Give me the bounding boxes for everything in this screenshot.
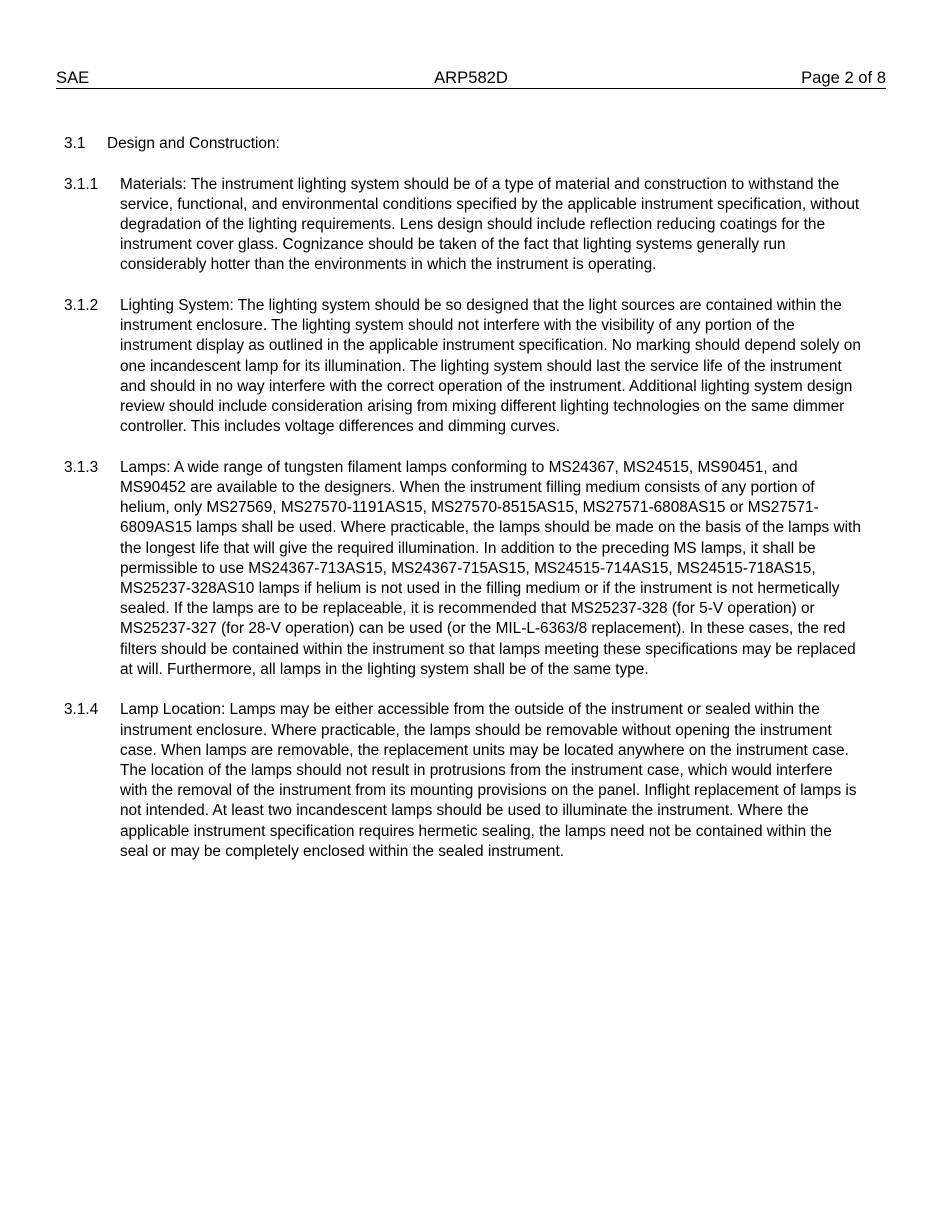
paragraph-materials — [64, 175, 864, 276]
header-page-number: Page 2 of 8 — [801, 68, 886, 87]
section-number: 3.1 — [64, 135, 86, 152]
paragraph-text: Lamp Location: Lamps may be either accessible from the outside of the instrument or sealed within the instrument enclosure. Where practicable, the lamps should be removable without opening the instrument case. When lamps are removable, the replacement units may be located anywhere on the instrument case. The location of the lamps should not result in protrusions from the instrument case, which would interfere with the removal of the instrument from its mounting provisions on the panel. Inflight replacement of lamps is not intended. At least two incandescent lamps should be used to illuminate the instrument. Where the applicable instrument specification requires hermetic sealing, the lamps need not be contained within the seal or may be completely enclosed within the sealed instrument. — [120, 701, 857, 860]
page-header — [56, 68, 886, 89]
paragraph-text: Lighting System: The lighting system should be so designed that the light sources are contained within the instrument enclosure. The lighting system should not interfere with the visibility of any portion of the instrument display as outlined in the applicable instrument specification. No marking should depend solely on one incandescent lamp for its illumination. The lighting system should last the service life of the instrument and should in no way interfere with the correct operation of the instrument. Additional lighting system design review should include consideration arising from mixing different lighting technologies on the same dimmer controller. This includes voltage differences and dimming curves. — [120, 297, 861, 436]
paragraph-lamps — [64, 458, 864, 680]
header-document-id: ARP582D — [434, 68, 508, 87]
paragraph-lighting-system — [64, 296, 864, 437]
paragraph-text: Materials: The instrument lighting system should be of a type of material and construction to withstand the service, functional, and environmental conditions specified by the applicable instrument specification, without degradation of the lighting requirements. Lens design should include reflection reducing coatings for the instrument cover glass. Cognizance should be taken of the fact that lighting systems generally run considerably hotter than the environments in which the instrument is operating. — [120, 175, 860, 274]
paragraph-lamp-location — [64, 700, 864, 862]
paragraph-text: Lamps: A wide range of tungsten filament lamps conforming to MS24367, MS24515, MS90451, and MS90452 are available to the designers. When the instrument filling medium consists of any portion of helium, only MS27569, MS27570-1191AS15, MS27570-8515AS15, MS27571-6808AS15 or MS27571-6809AS15 lamps shall be used. Where practicable, the lamps should be made on the basis of the lamps with the longest life that will give the required illumination. In addition to the preceding MS lamps, it shall be permissible to use MS24367-713AS15, MS24367-715AS15, MS24515-714AS15, MS24515-718AS15, MS25237-328AS10 lamps if helium is not used in the filling medium or if the instrument is not hermetically sealed. If the lamps are to be replaceable, it is recommended that MS25237-328 (for 5-V operation) or MS25237-327 (for 28-V operation) can be used (or the MIL-L-6363/8 replacement). In these cases, the red filters should be contained within the instrument so that lamps meeting these specifications may be replaced at will. Furthermore, all lamps in the lighting system shall be of the same type. — [120, 458, 861, 678]
paragraph-number: 3.1.2 — [64, 297, 99, 314]
header-organization: SAE — [56, 68, 90, 87]
paragraph-number: 3.1.4 — [64, 701, 99, 719]
section-heading — [64, 134, 864, 154]
paragraph-number: 3.1.3 — [64, 458, 99, 476]
section-title: Design and Construction: — [107, 135, 280, 152]
document-body — [64, 134, 864, 882]
paragraph-number: 3.1.1 — [64, 175, 99, 193]
